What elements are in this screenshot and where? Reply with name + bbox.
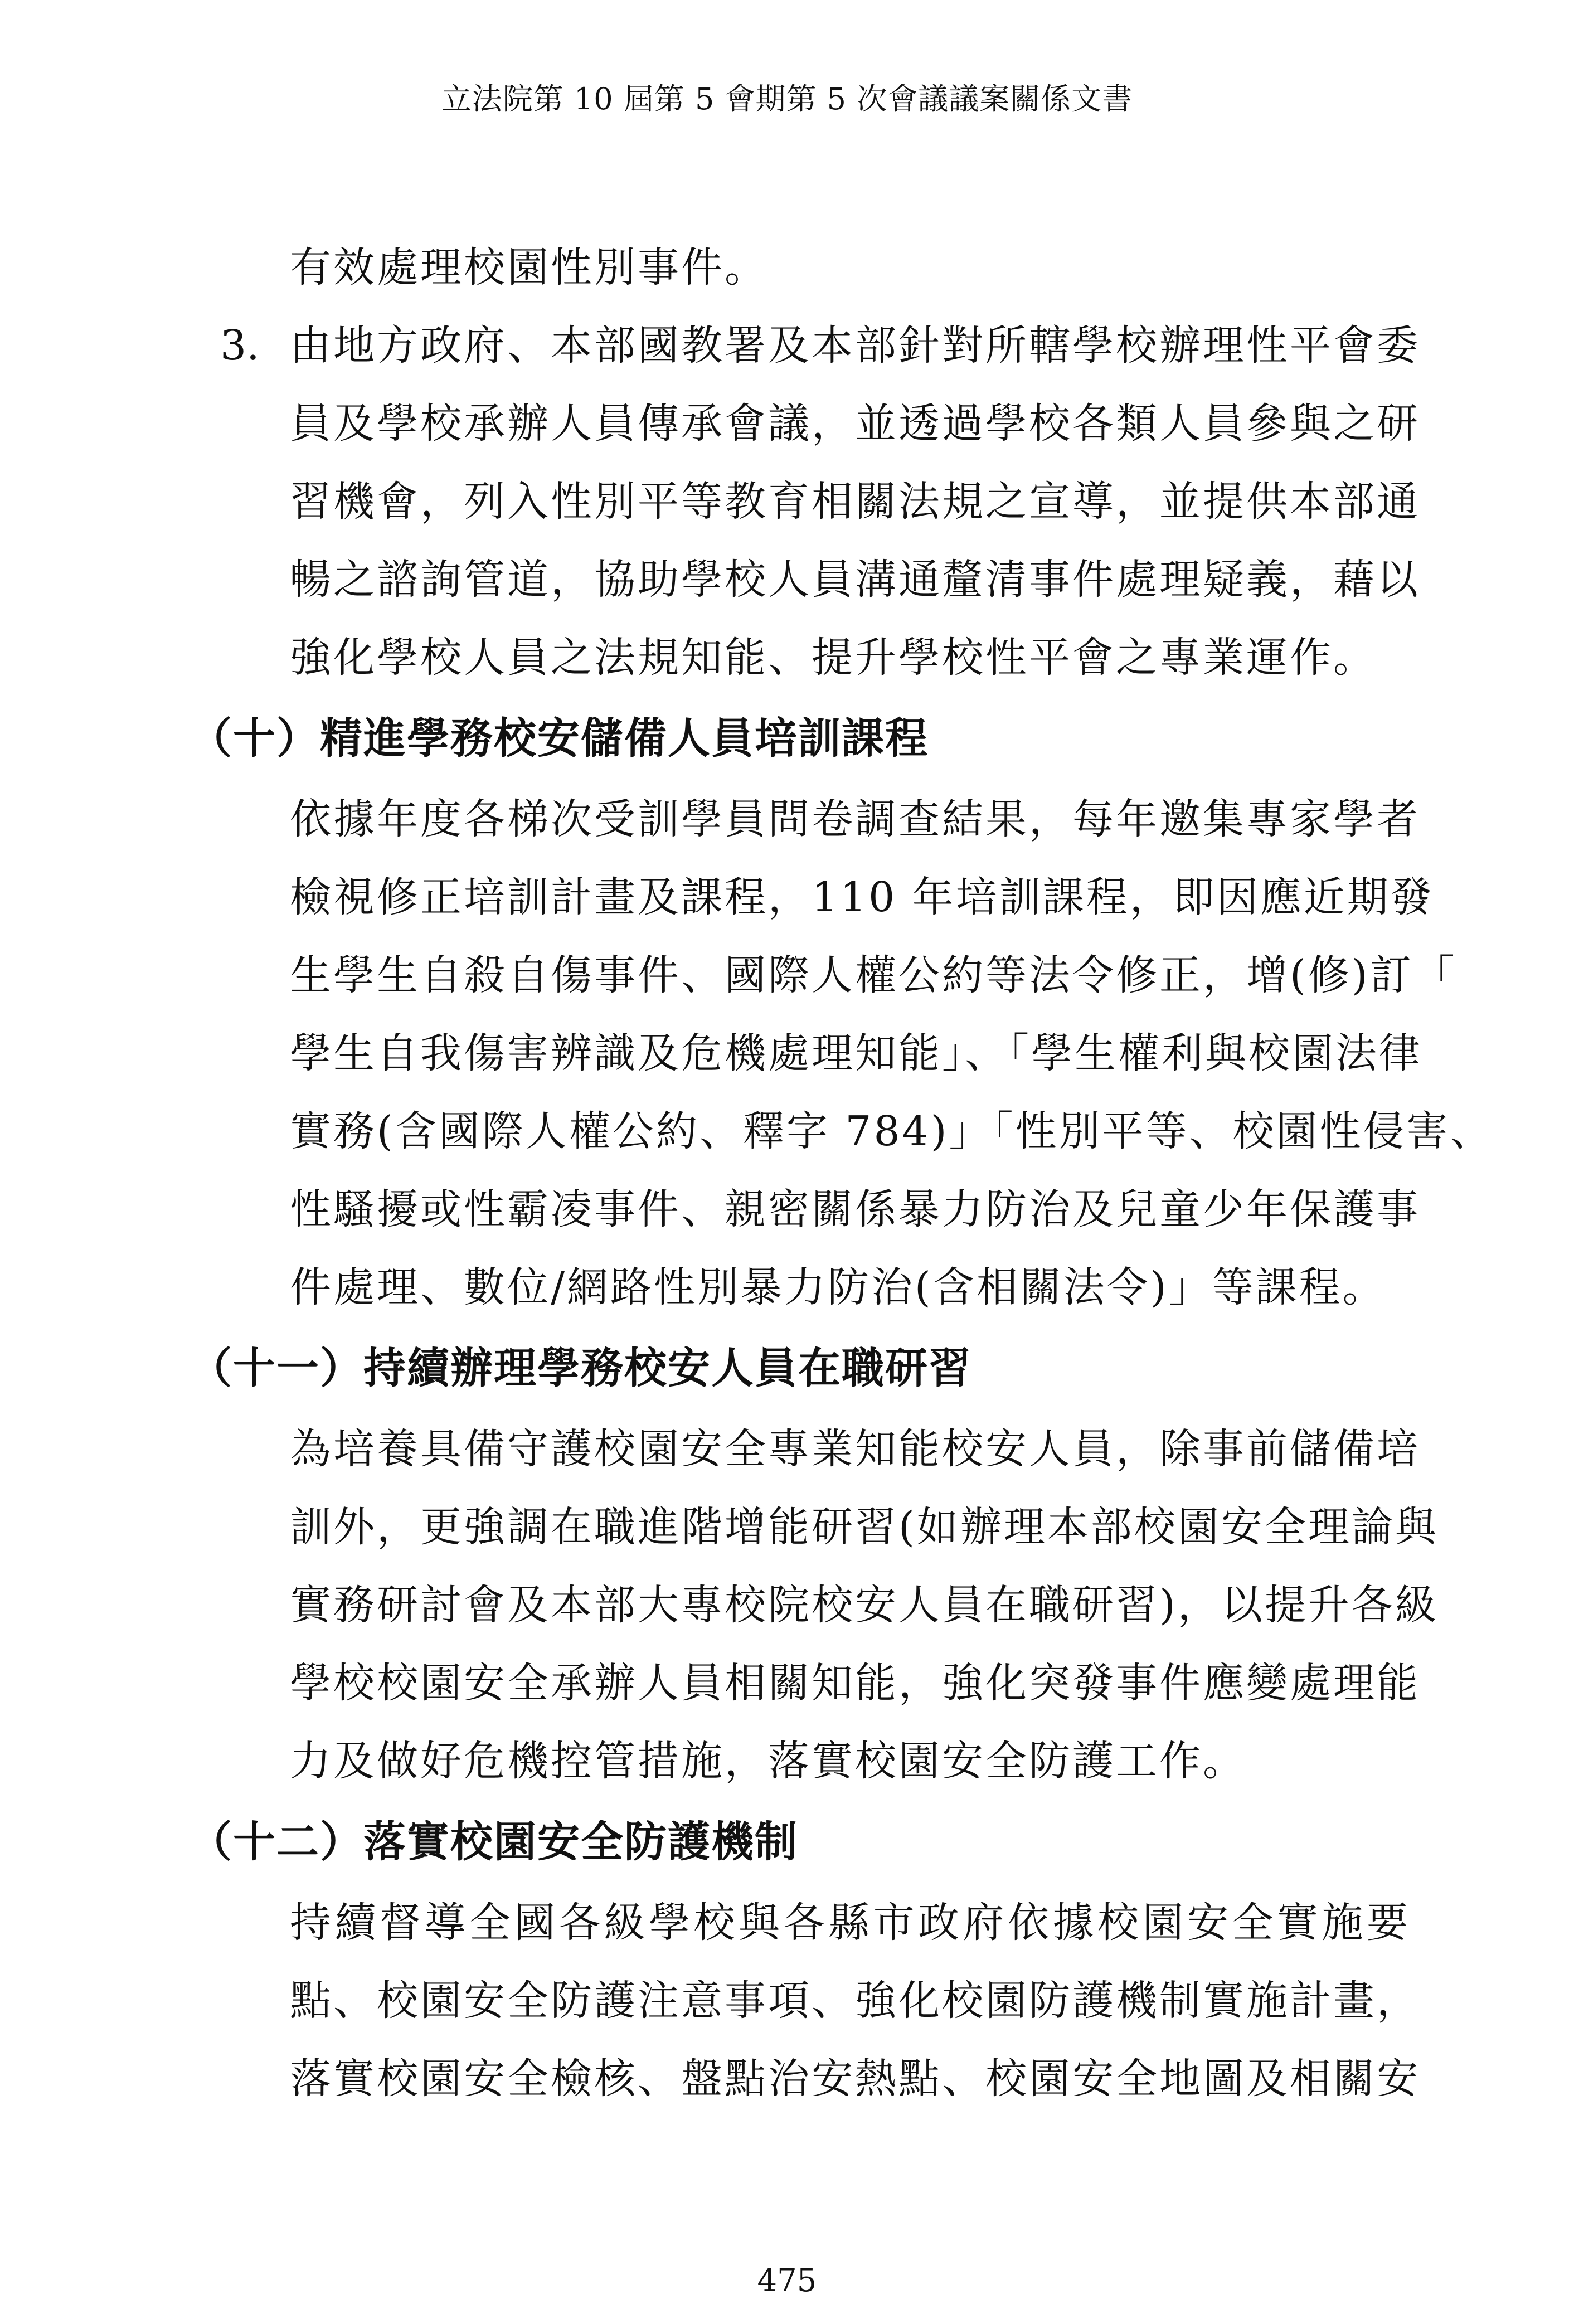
section11-line: 力及做好危機控管措施，落實校園安全防護工作。 — [290, 1737, 1246, 1785]
item3-line: 暢之諮詢管道，協助學校人員溝通釐清事件處理疑義，藉以 — [290, 556, 1420, 604]
section-heading-11: （十一）持續辦理學務校安人員在職研習 — [190, 1343, 972, 1393]
section-heading-12: （十二）落實校園安全防護機制 — [190, 1817, 798, 1866]
page-number: 475 — [757, 2263, 817, 2299]
item3-line: 強化學校人員之法規知能、提升學校性平會之專業運作。 — [290, 634, 1377, 682]
section11-line: 學校校園安全承辦人員相關知能，強化突發事件應變處理能 — [290, 1659, 1420, 1707]
item3-line: 由地方政府、本部國教署及本部針對所轄學校辦理性平會委 — [290, 322, 1420, 369]
continuation-line: 有效處理校園性別事件。 — [290, 244, 768, 291]
item3-line: 習機會，列入性別平等教育相關法規之宣導，並提供本部通 — [290, 478, 1420, 526]
section10-line: 性騷擾或性霸凌事件、親密關係暴力防治及兒童少年保護事 — [290, 1185, 1420, 1233]
section12-line: 點、校園安全防護注意事項、強化校園防護機制實施計畫， — [290, 1977, 1420, 2025]
section12-line: 落實校園安全檢核、盤點治安熱點、校園安全地圖及相關安 — [290, 2055, 1420, 2103]
section12-line: 持續督導全國各級學校與各縣市政府依據校園安全實施要 — [290, 1899, 1410, 1947]
section10-line: 生學生自殺自傷事件、國際人權公約等法令修正，增(修)訂「 — [290, 951, 1457, 999]
item3-line: 員及學校承辦人員傳承會議，並透過學校各類人員參與之研 — [290, 400, 1420, 448]
item-number-3: 3. — [220, 322, 260, 369]
section10-line: 實務(含國際人權公約、釋字 784)」「性別平等、校園性侵害、 — [290, 1107, 1494, 1155]
running-header: 立法院第 10 屆第 5 會期第 5 次會議議案關係文書 — [441, 81, 1133, 116]
section10-line: 學生自我傷害辨識及危機處理知能」、「學生權利與校園法律 — [290, 1029, 1422, 1077]
section11-line: 為培養具備守護校園安全專業知能校安人員，除事前儲備培 — [290, 1425, 1420, 1473]
section10-line: 檢視修正培訓計畫及課程，110 年培訓課程，即因應近期發 — [290, 873, 1434, 921]
section10-line: 件處理、數位/網路性別暴力防治(含相關法令)」等課程。 — [290, 1263, 1386, 1311]
section10-line: 依據年度各梯次受訓學員問卷調查結果，每年邀集專家學者 — [290, 795, 1420, 843]
section-heading-10: （十）精進學務校安儲備人員培訓課程 — [190, 713, 929, 763]
section11-line: 實務研討會及本部大專校院校安人員在職研習)，以提升各級 — [290, 1581, 1439, 1629]
section11-line: 訓外，更強調在職進階增能研習(如辦理本部校園安全理論與 — [290, 1503, 1439, 1551]
